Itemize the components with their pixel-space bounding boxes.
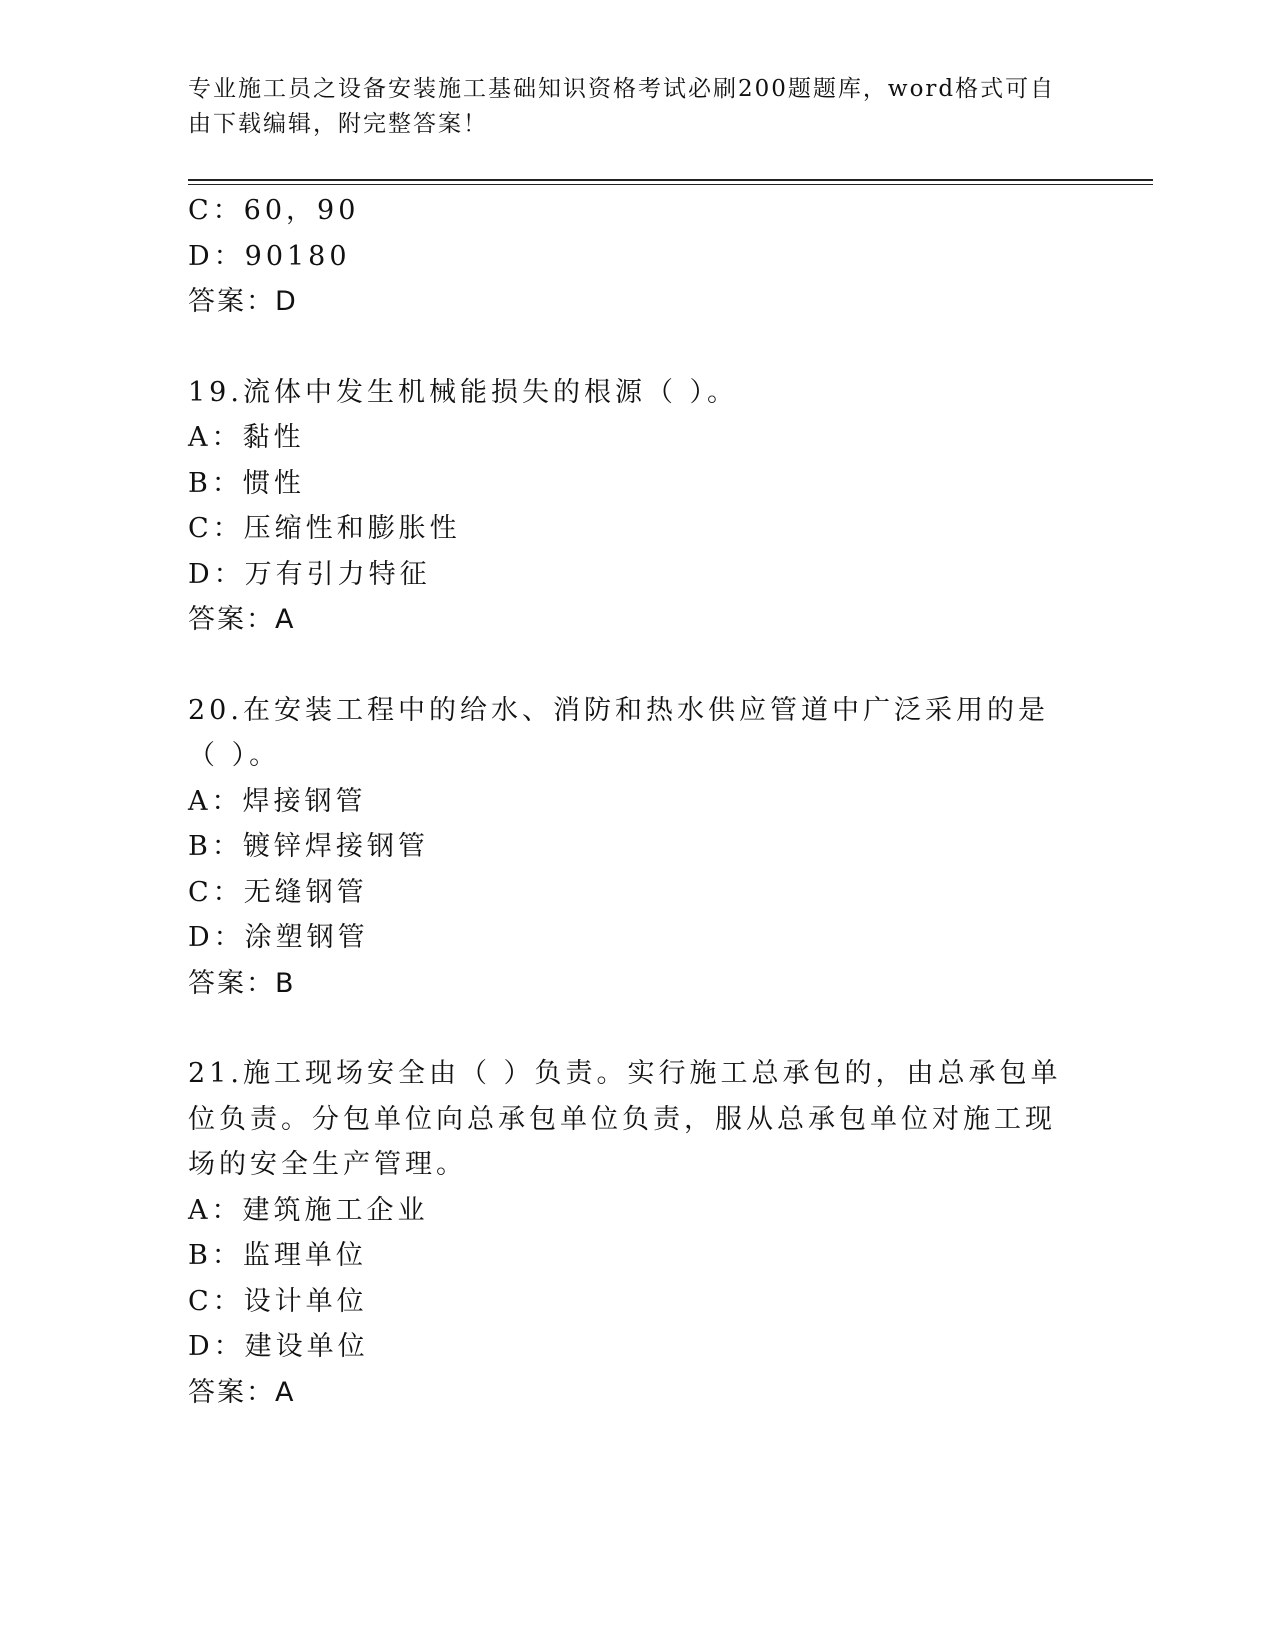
previous-question-tail	[188, 188, 1088, 325]
question-text: 20.在安装工程中的给水、消防和热水供应管道中广泛采用的是（ ）。	[188, 694, 1049, 771]
answer-line: 答案：A	[188, 604, 296, 635]
question-text: 19.流体中发生机械能损失的根源（ ）。	[188, 376, 739, 408]
answer-line: 答案：B	[188, 967, 296, 999]
option-b: B：惯性	[188, 467, 305, 499]
option-b: B：监理单位	[188, 1240, 367, 1271]
option-b: B：镀锌焊接钢管	[188, 831, 429, 862]
option-a: A：黏性	[188, 422, 305, 453]
option-d: D：90180	[188, 240, 351, 272]
question-20	[188, 688, 1088, 1007]
header-rule-thick	[188, 179, 1153, 181]
question-21	[188, 1051, 1088, 1415]
option-c: C：60，90	[188, 195, 360, 226]
question-text: 21.施工现场安全由（ ）负责。实行施工总承包的，由总承包单位负责。分包单位向总承包单位负责，服从总承包单位对施工现场的安全生产管理。	[188, 1058, 1062, 1180]
option-d: D：涂塑钢管	[188, 922, 369, 953]
answer-line: 答案：A	[188, 1376, 296, 1408]
header-rule-thin	[188, 184, 1153, 185]
question-19	[188, 370, 1088, 643]
document-header: 专业施工员之设备安装施工基础知识资格考试必刷200题题库，word格式可自由下载编辑，附完整答案！	[188, 76, 1056, 137]
option-a: A：焊接钢管	[188, 785, 367, 817]
document-body	[188, 188, 1088, 1415]
option-c: C：设计单位	[188, 1285, 368, 1317]
option-a: A：建筑施工企业	[188, 1194, 429, 1226]
option-c: C：压缩性和膨胀性	[188, 513, 461, 544]
option-c: C：无缝钢管	[188, 876, 368, 908]
option-d: D：万有引力特征	[188, 558, 431, 590]
option-d: D：建设单位	[188, 1331, 369, 1362]
answer-line: 答案：D	[188, 286, 298, 317]
